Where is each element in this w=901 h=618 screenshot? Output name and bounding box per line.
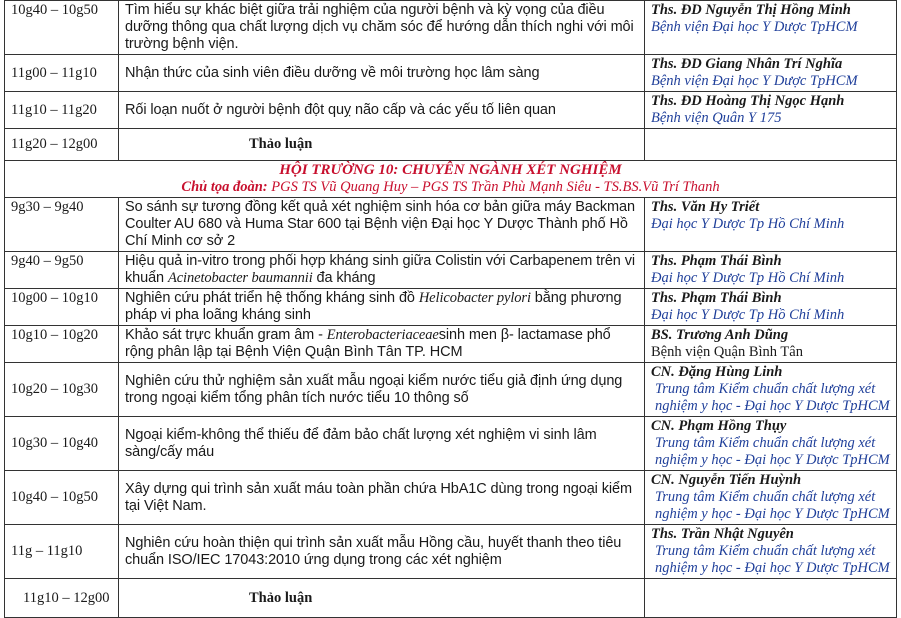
table-row bbox=[5, 55, 897, 92]
empty-cell bbox=[645, 129, 897, 161]
time-cell: 10g00 – 10g10 bbox=[5, 289, 119, 326]
topic-cell: Nhận thức của sinh viên điều dưỡng về môi trường học lâm sàng bbox=[119, 55, 645, 92]
chair-names: PGS TS Vũ Quang Huy – PGS TS Trần Phù Mạnh Siêu - TS.BS.Vũ Trí Thanh bbox=[267, 179, 720, 195]
topic-cell bbox=[119, 326, 645, 363]
time-cell: 10g40 – 10g50 bbox=[5, 1, 119, 55]
time-cell: 10g40 – 10g50 bbox=[5, 471, 119, 525]
topic-species: Helicobacter pylori bbox=[418, 290, 531, 306]
speaker-name: Ths. ĐD Hoàng Thị Ngọc Hạnh bbox=[651, 93, 845, 109]
topic-family: Enterobacteriaceae bbox=[326, 327, 439, 343]
speaker-affiliation: Bệnh viện Đại học Y Dược TpHCM bbox=[651, 19, 858, 35]
speaker-name: Ths. Phạm Thái Bình bbox=[651, 253, 782, 269]
speaker-affiliation: Trung tâm Kiểm chuẩn chất lượng xét nghiệm y học - Đại học Y Dược TpHCM bbox=[655, 381, 890, 414]
speaker-name: BS. Trương Anh Dũng bbox=[651, 327, 789, 343]
topic-cell: Nghiên cứu hoàn thiện qui trình sản xuất mẫu Hồng cầu, huyết thanh theo tiêu chuẩn ISO/IEC 17043:2010 ứng dụng trong các xét nghiệm bbox=[119, 525, 645, 579]
chair-label: Chủ tọa đoàn: bbox=[181, 179, 268, 195]
speaker-cell bbox=[645, 363, 897, 417]
table-row bbox=[5, 92, 897, 129]
speaker-name: CN. Đặng Hùng Linh bbox=[651, 364, 783, 380]
speaker-name: CN. Phạm Hồng Thụy bbox=[651, 418, 787, 434]
table-row bbox=[5, 363, 897, 417]
empty-cell bbox=[645, 579, 897, 618]
discussion-row bbox=[5, 579, 897, 618]
speaker-name: Ths. Trần Nhật Nguyên bbox=[651, 526, 794, 542]
table-row bbox=[5, 1, 897, 55]
hall-header bbox=[5, 161, 897, 198]
topic-cell: Xây dựng qui trình sản xuất máu toàn phần chứa HbA1C dùng trong ngoại kiểm tại Việt Nam. bbox=[119, 471, 645, 525]
speaker-cell bbox=[645, 92, 897, 129]
time-cell: 10g10 – 10g20 bbox=[5, 326, 119, 363]
speaker-name: CN. Nguyễn Tiến Huỳnh bbox=[651, 472, 802, 488]
topic-cell bbox=[119, 289, 645, 326]
time-cell: 11g00 – 11g10 bbox=[5, 55, 119, 92]
topic-cell: Nghiên cứu thử nghiệm sản xuất mẫu ngoại kiểm nước tiểu giả định ứng dụng trong ngoại kiểm tổng phân tích nước tiểu 10 thông số bbox=[119, 363, 645, 417]
table-row bbox=[5, 417, 897, 471]
time-cell: 9g40 – 9g50 bbox=[5, 252, 119, 289]
table-row bbox=[5, 525, 897, 579]
discussion-row bbox=[5, 129, 897, 161]
topic-text-end: sinh men β- lactamase phổ rộng phân lập tại Bệnh Viện Quận Bình Tân TP. HCM bbox=[125, 327, 611, 360]
speaker-affiliation: Trung tâm Kiểm chuẩn chất lượng xét nghiệm y học - Đại học Y Dược TpHCM bbox=[655, 543, 890, 576]
speaker-affiliation: Đại học Y Dược Tp Hồ Chí Minh bbox=[651, 307, 845, 323]
speaker-name: Ths. ĐD Nguyễn Thị Hồng Minh bbox=[651, 2, 851, 18]
speaker-cell bbox=[645, 326, 897, 363]
speaker-cell bbox=[645, 417, 897, 471]
hall-header-row bbox=[5, 161, 897, 198]
time-cell: 11g20 – 12g00 bbox=[5, 129, 119, 161]
speaker-cell bbox=[645, 1, 897, 55]
speaker-cell bbox=[645, 525, 897, 579]
time-cell: 11g10 – 12g00 bbox=[5, 579, 119, 618]
topic-text-end: bằng phương pháp vi pha loãng kháng sinh bbox=[125, 290, 622, 323]
discussion-label: Thảo luận bbox=[249, 136, 313, 152]
schedule-table bbox=[4, 0, 897, 618]
speaker-cell bbox=[645, 471, 897, 525]
speaker-name: Ths. Văn Hy Triết bbox=[651, 199, 760, 215]
time-cell: 10g30 – 10g40 bbox=[5, 417, 119, 471]
speaker-affiliation: Trung tâm Kiểm chuẩn chất lượng xét nghiệm y học - Đại học Y Dược TpHCM bbox=[655, 489, 890, 522]
hall-title: HỘI TRƯỜNG 10: CHUYÊN NGÀNH XÉT NGHIỆM bbox=[279, 162, 622, 178]
speaker-cell bbox=[645, 289, 897, 326]
table-row bbox=[5, 198, 897, 252]
topic-text: Nghiên cứu phát triển hệ thống kháng sinh đồ bbox=[125, 290, 419, 306]
topic-text: Hiệu quả in-vitro trong phối hợp kháng sinh giữa Colistin với Carbapenem trên vi khuẩn bbox=[125, 253, 635, 286]
topic-species: Acinetobacter baumannii bbox=[167, 270, 313, 286]
speaker-affiliation: Bệnh viện Quân Y 175 bbox=[651, 110, 782, 126]
speaker-affiliation: Đại học Y Dược Tp Hồ Chí Minh bbox=[651, 216, 845, 232]
speaker-affiliation: Đại học Y Dược Tp Hồ Chí Minh bbox=[651, 270, 845, 286]
speaker-cell bbox=[645, 198, 897, 252]
speaker-name: Ths. ĐD Giang Nhân Trí Nghĩa bbox=[651, 56, 843, 72]
time-cell: 11g – 11g10 bbox=[5, 525, 119, 579]
topic-cell: So sánh sự tương đồng kết quả xét nghiệm sinh hóa cơ bản giữa máy Backman Coulter AU 680 và Huma Star 600 tại Bệnh viện Đại học Y Dược Thành phố Hồ Chí Minh cơ sở 2 bbox=[119, 198, 645, 252]
topic-text-end: đa kháng bbox=[312, 270, 376, 286]
topic-cell: Ngoại kiểm-không thể thiếu để đảm bảo chất lượng xét nghiệm vi sinh lâm sàng/cấy máu bbox=[119, 417, 645, 471]
speaker-affiliation: Bệnh viện Quận Bình Tân bbox=[651, 344, 803, 360]
time-cell: 9g30 – 9g40 bbox=[5, 198, 119, 252]
topic-cell: Tìm hiểu sự khác biệt giữa trải nghiệm của người bệnh và kỳ vọng của điều dưỡng thông qua chất lượng dịch vụ chăm sóc để hướng dẫn thích nghi với môi trường bệnh viện. bbox=[119, 1, 645, 55]
table-row bbox=[5, 289, 897, 326]
table-row bbox=[5, 326, 897, 363]
topic-cell: Rối loạn nuốt ở người bệnh đột quỵ não cấp và các yếu tố liên quan bbox=[119, 92, 645, 129]
table-row bbox=[5, 471, 897, 525]
speaker-affiliation: Trung tâm Kiểm chuẩn chất lượng xét nghiệm y học - Đại học Y Dược TpHCM bbox=[655, 435, 890, 468]
time-cell: 10g20 – 10g30 bbox=[5, 363, 119, 417]
speaker-cell bbox=[645, 252, 897, 289]
hall-chair bbox=[11, 179, 890, 196]
discussion-label: Thảo luận bbox=[249, 589, 313, 606]
table-row bbox=[5, 252, 897, 289]
topic-text: Khảo sát trực khuẩn gram âm - bbox=[125, 327, 327, 343]
discussion-cell bbox=[119, 129, 645, 161]
speaker-name: Ths. Phạm Thái Bình bbox=[651, 290, 782, 306]
topic-cell bbox=[119, 252, 645, 289]
speaker-cell bbox=[645, 55, 897, 92]
discussion-cell bbox=[119, 579, 645, 618]
time-cell: 11g10 – 11g20 bbox=[5, 92, 119, 129]
speaker-affiliation: Bệnh viện Đại học Y Dược TpHCM bbox=[651, 73, 858, 89]
